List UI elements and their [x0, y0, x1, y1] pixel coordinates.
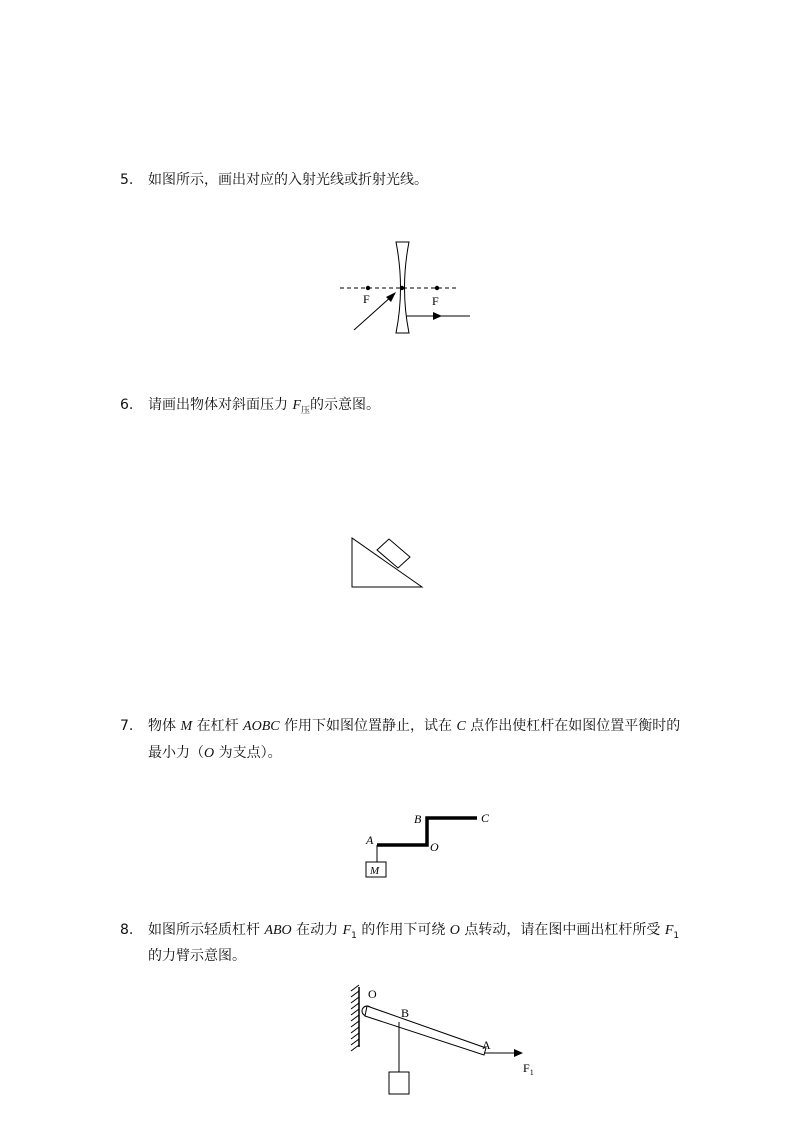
question-7 [120, 716, 680, 737]
question-7-line-2 [148, 743, 282, 764]
question-number: 7. [120, 718, 134, 734]
symbol-f1-sub: 1 [673, 930, 680, 941]
incline-triangle [352, 538, 422, 587]
question-text-2: 在动力 [291, 922, 343, 938]
symbol-f1: F [664, 923, 674, 938]
question-text-6: 为支点）。 [214, 745, 282, 761]
symbol-abo: ABO [264, 923, 292, 938]
force-symbol: F [292, 398, 302, 413]
label-b: B [414, 812, 422, 826]
force-f1-arrow [514, 1049, 523, 1057]
question-5 [120, 170, 428, 190]
mass-label: M [370, 865, 380, 877]
focal-point-left [366, 286, 370, 290]
symbol-m: M [180, 719, 193, 734]
wall-hatching [351, 985, 359, 1051]
question-text: 请画出物体对斜面压力 [148, 397, 293, 413]
question-text-4: 点作出使杠杆在如图位置平衡时的 [465, 718, 681, 734]
question-6 [120, 395, 380, 421]
lever-bar [365, 1006, 486, 1055]
label-f: F [523, 1061, 530, 1075]
question-text-5: 的力臂示意图。 [148, 948, 246, 964]
hanging-block [389, 1072, 409, 1094]
label-c: C [481, 811, 490, 825]
question-text-3: 作用下如图位置静止，试在 [279, 718, 457, 734]
question-text-1: 如图所示轻质杠杆 [148, 922, 265, 938]
concave-lens-diagram [330, 235, 480, 340]
question-8-line-2 [148, 946, 246, 966]
label-f1 [523, 1061, 534, 1077]
focal-label-left: F [363, 292, 370, 306]
symbol-c: C [456, 719, 466, 734]
question-text-4: 点转动，请在图中画出杠杆所受 [459, 922, 665, 938]
label-f-sub: 1 [529, 1068, 534, 1077]
focal-point-right [435, 286, 439, 290]
question-text-3: 的作用下可绕 [356, 922, 450, 938]
question-number: 8. [120, 922, 134, 938]
incident-ray [354, 296, 392, 330]
label-b: B [401, 1006, 410, 1020]
focal-label-right: F [432, 294, 439, 308]
question-8 [120, 920, 679, 946]
lever-abo-diagram [345, 983, 545, 1101]
question-text-1: 物体 [148, 718, 181, 734]
optical-center [400, 286, 404, 290]
label-o: O [430, 840, 439, 854]
label-o: O [368, 987, 377, 1001]
symbol-o: O [204, 746, 215, 761]
label-a: A [366, 833, 374, 847]
question-number: 5. [120, 172, 134, 188]
symbol-aobc: AOBC [243, 719, 280, 734]
question-text-2: 在杠杆 [192, 718, 244, 734]
refracted-ray-arrow [433, 312, 442, 320]
question-text: 如图所示，画出对应的入射光线或折射光线。 [148, 172, 428, 188]
symbol-f-sub: 1 [351, 930, 357, 941]
question-text-end: 的示意图。 [310, 397, 381, 413]
label-a: A [482, 1038, 491, 1052]
symbol-f: F [342, 923, 352, 938]
question-text-5: 最小力（ [148, 745, 204, 761]
lever-aobc-diagram [360, 805, 500, 885]
lever-aobc [377, 818, 477, 845]
block-on-incline [377, 539, 410, 568]
incline-diagram [345, 530, 430, 592]
force-subscript: 压 [301, 405, 311, 416]
question-number: 6. [120, 397, 134, 413]
symbol-o: O [449, 923, 460, 938]
